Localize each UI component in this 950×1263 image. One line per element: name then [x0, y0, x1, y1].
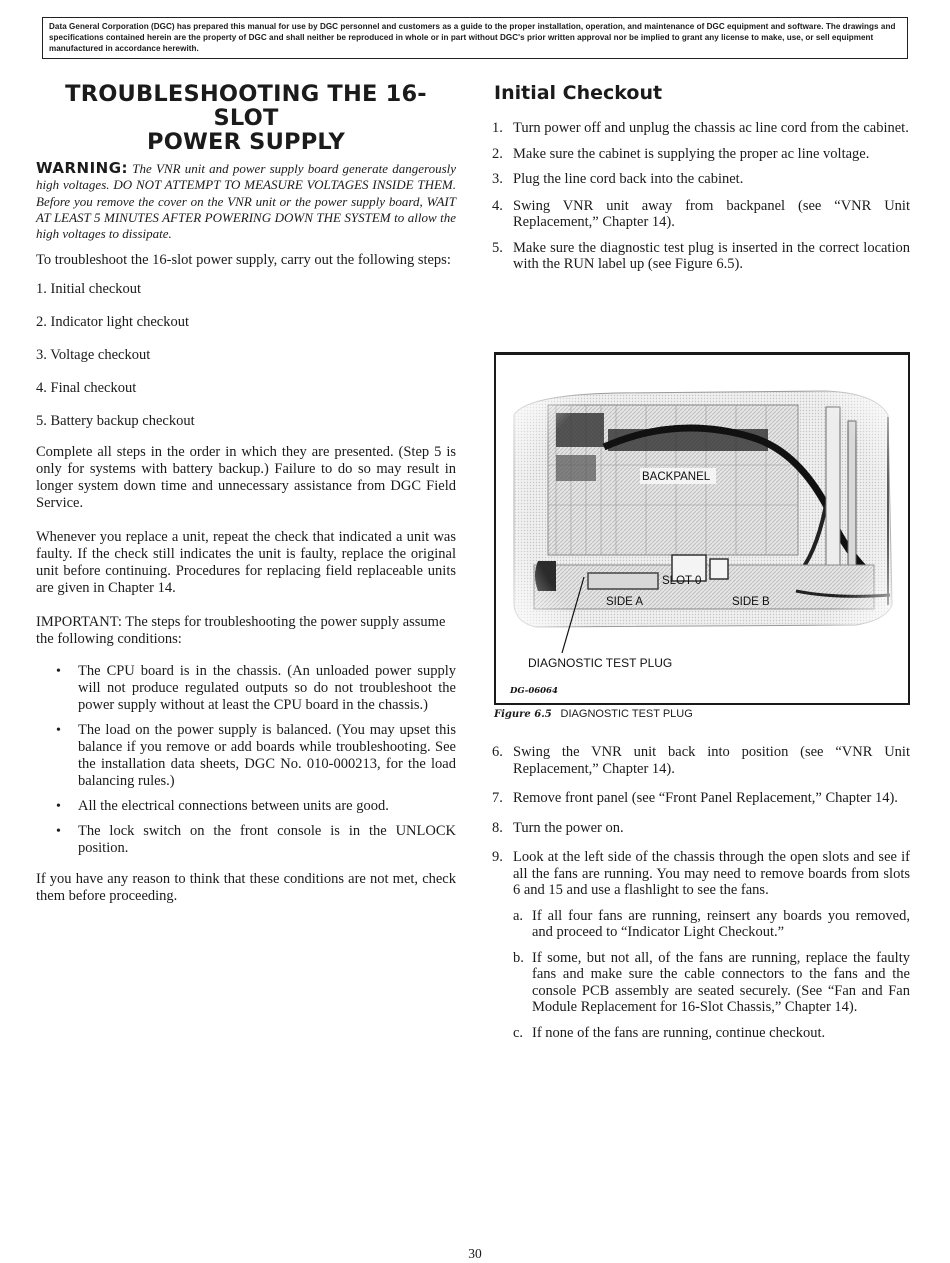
left-column	[36, 82, 456, 905]
list-item: • The lock switch on the front console is in the UNLOCK position.	[78, 823, 456, 857]
page-number: 30	[468, 1246, 482, 1261]
section-heading: Initial Checkout	[494, 82, 663, 104]
list-item: 5. Make sure the diagnostic test plug is inserted in the correct location with the RUN label up (see Figure 6.5).	[492, 239, 910, 272]
notice-text: Data General Corporation (DGC) has prepared this manual for use by DGC personnel and customers as a guide to the proper installation, operation, and maintenance of DGC equipment and software. The drawings and specifications contained herein are the property of DGC and shall neither be reproduced in whole or in part without DGC's prior written approval nor be implied to grant any license to make, use, or sell equipment manufactured in accordance herewith.	[49, 22, 896, 54]
label-diagnostic-test-plug: DIAGNOSTIC TEST PLUG	[528, 656, 673, 670]
intro-paragraph: To troubleshoot the 16-slot power supply, carry out the following steps:	[36, 252, 451, 269]
warning-block	[36, 160, 456, 242]
list-item: 2. Make sure the cabinet is supplying the proper ac line voltage.	[492, 145, 870, 162]
right-column	[492, 82, 910, 273]
label-side-b: SIDE B	[732, 596, 770, 608]
paragraph-conditions-not-met: If you have any reason to think that these conditions are not met, check them before proceeding.	[36, 871, 456, 905]
warning-label: WARNING:	[36, 159, 129, 177]
paragraph-important: IMPORTANT: The steps for troubleshooting the power supply assume the following conditions:	[36, 614, 446, 648]
list-item: • The load on the power supply is balanced. (You may upset this balance if you remove or add boards while troubleshooting. See the installation data sheets, DGC No. 010-000213, for the load balancing rules.)	[78, 722, 456, 790]
list-item: 3. Voltage checkout	[36, 347, 151, 364]
list-item: 4. Swing VNR unit away from backpanel (see “VNR Unit Replacement,” Chapter 14).	[492, 197, 910, 230]
list-item: 2. Indicator light checkout	[36, 314, 190, 331]
figure-title: DIAGNOSTIC TEST PLUG	[560, 708, 693, 720]
list-item: 8. Turn the power on.	[492, 819, 624, 836]
figure-number: Figure 6.5	[494, 709, 552, 720]
fan-check-substeps	[492, 908, 910, 1042]
list-item: • The CPU board is in the chassis. (An unloaded power supply will not produce regulated outputs so do not troubleshoot the power supply without at least the CPU board in the chassis.)	[78, 663, 456, 714]
figure-diagnostic-test-plug	[494, 352, 910, 705]
list-item: a. If all four fans are running, reinsert any boards you removed, and proceed to “Indicator Light Checkout.”	[513, 907, 910, 940]
list-item: • All the electrical connections between units are good.	[78, 798, 456, 815]
troubleshooting-steps	[36, 281, 456, 446]
drawing-id: DG-06064	[510, 686, 558, 696]
label-slot-0: SLOT 0	[662, 575, 702, 587]
label-side-a: SIDE A	[606, 596, 644, 608]
warning-text: The VNR unit and power supply board generate dangerously high voltages. DO NOT ATTEMPT TO MEASURE VOLTAGES INSIDE THEM. Before you remove the cover on the VNR unit or the power supply board, WAIT AT LEAST 5 MINUTES AFTER POWERING DOWN THE SYSTEM to allow the high voltages to dissipate.	[36, 161, 457, 242]
initial-checkout-steps	[492, 120, 910, 273]
initial-checkout-steps-continued	[492, 744, 910, 899]
list-item: 4. Final checkout	[36, 380, 137, 397]
paragraph-replace-unit: Whenever you replace a unit, repeat the check that indicated a unit was faulty. If the check still indicates the unit is faulty, replace the original unit before continuing. Procedures for replacing field replaceable units are given in Chapter 14.	[36, 529, 456, 597]
list-item: 1. Turn power off and unplug the chassis ac line cord from the cabinet.	[492, 120, 909, 136]
page-title: TROUBLESHOOTING THE 16-SLOT POWER SUPPLY	[65, 81, 427, 155]
label-backpanel: BACKPANEL	[642, 471, 711, 483]
list-item: b. If some, but not all, of the fans are running, replace the faulty fans and make sure the cable connectors to the fans and the console PCB assembly are seated securely. (See “Fan and Fan Module Replacement for 16-Slot Chassis,” Chapter 14).	[513, 949, 910, 1015]
list-item: 7. Remove front panel (see “Front Panel Replacement,” Chapter 14).	[492, 790, 898, 806]
chassis-photo	[496, 355, 908, 703]
list-item: c. If none of the fans are running, continue checkout.	[513, 1024, 826, 1041]
copyright-notice	[42, 17, 908, 59]
figure-caption	[494, 708, 693, 720]
list-item: 9. Look at the left side of the chassis through the open slots and see if all the fans are running. You may need to remove boards from slots 6 and 15 and use a flashlight to see the fans.	[492, 849, 910, 898]
conditions-list	[36, 663, 456, 857]
paragraph-complete-steps: Complete all steps in the order in which they are presented. (Step 5 is only for systems with battery backup.) Failure to do so may result in longer system down time and unnecessary assistance from DGC Field Service.	[36, 444, 456, 512]
list-item: 3. Plug the line cord back into the cabinet.	[492, 171, 744, 187]
list-item: 1. Initial checkout	[36, 281, 142, 298]
list-item: 5. Battery backup checkout	[36, 413, 195, 430]
list-item: 6. Swing the VNR unit back into position (see “VNR Unit Replacement,” Chapter 14).	[492, 744, 910, 777]
right-column-continued	[492, 744, 910, 1041]
